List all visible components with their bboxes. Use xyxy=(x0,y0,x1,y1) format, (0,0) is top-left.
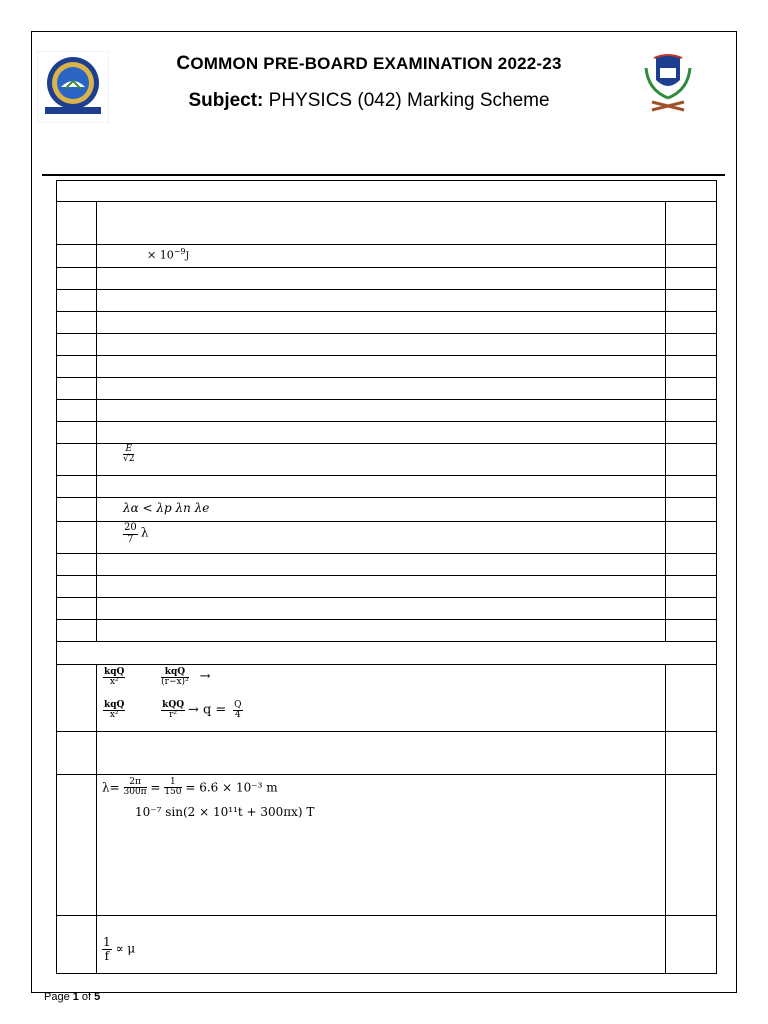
table-row xyxy=(56,421,717,443)
table-row xyxy=(56,201,717,244)
subject-line xyxy=(0,90,753,112)
table-row xyxy=(56,619,717,641)
table-row xyxy=(56,244,717,267)
table-row xyxy=(56,521,717,553)
table-row xyxy=(56,664,717,731)
section-header-row xyxy=(56,180,717,201)
q22-answer: $\frac{1}{f}$ ∝ μ xyxy=(103,935,136,963)
table-row xyxy=(56,377,717,399)
q14-answer: λα < λp λn λe xyxy=(123,501,210,515)
q15-answer: $\frac{20}{7}$ λ xyxy=(124,522,149,545)
q19-line1: $\frac{\text{kqQ}}{\text{x²}}$ $\frac{\text{kqQ}}{\text{(r−x)²}}$ → xyxy=(104,667,211,688)
q19-line2: $\frac{\text{kqQ}}{\text{x²}}$ $\frac{\text{kQQ}}{\text{r²}}$ → q = $\frac{Q}{4}$ xyxy=(104,700,242,721)
table-row xyxy=(56,475,717,497)
table-row xyxy=(56,289,717,311)
table-row xyxy=(56,575,717,597)
marking-scheme-table xyxy=(56,180,717,974)
table-row xyxy=(56,267,717,289)
subject-value: PHYSICS (042) Marking Scheme xyxy=(268,90,550,111)
table-row xyxy=(56,731,717,774)
subject-label: Subject: xyxy=(188,90,264,111)
q21-line2: 10⁻⁷ sin(2 × 10¹¹t + 300πx) T xyxy=(135,805,315,819)
table-row xyxy=(56,774,717,915)
table-row xyxy=(56,399,717,421)
table-row xyxy=(56,311,717,333)
table-row xyxy=(56,443,717,475)
section-header-row xyxy=(56,641,717,664)
q21-line1: λ= $\frac{2\pi}{300\pi}$ = $\frac{1}{150}$ = 6.6 × 10⁻³ m xyxy=(102,777,278,798)
q2-answer: × $10^{-9}J$ xyxy=(147,247,190,262)
header-rule xyxy=(42,174,725,176)
table-row xyxy=(56,333,717,355)
q12-fraction: $\frac{E}{√2}$ xyxy=(123,444,135,465)
table-row xyxy=(56,915,717,974)
page-number: Page 1 of 5 xyxy=(44,991,101,1003)
table-row xyxy=(56,497,717,521)
table-row xyxy=(56,355,717,377)
exam-title: COMMON PRE-BOARD EXAMINATION 2022-23 xyxy=(176,53,562,74)
table-row xyxy=(56,553,717,575)
table-row xyxy=(56,597,717,619)
